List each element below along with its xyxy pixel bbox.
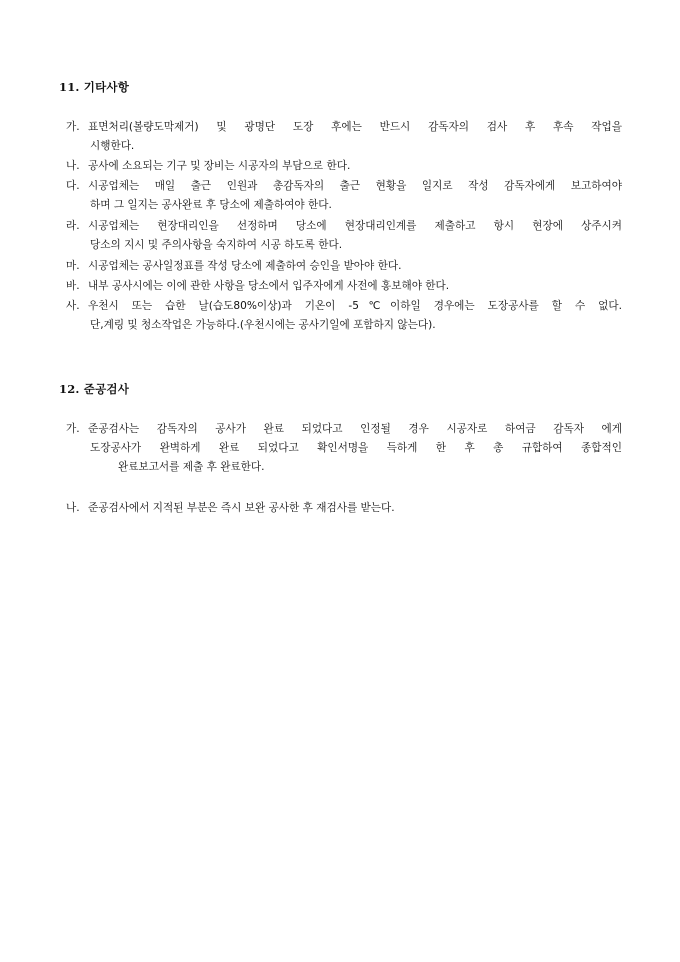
list-item	[66, 297, 622, 335]
item-text: 시공업체는 공사일정표를 작성 당소에 제출하여 승인을 받아야 한다.	[88, 260, 402, 272]
item-text: 준공검사에서 지적된 부분은 즉시 보완 공사한 후 재검사를 받는다.	[88, 502, 395, 514]
item-marker: 마.	[66, 260, 80, 272]
item-text: 공사에 소요되는 기구 및 장비는 시공자의 부담으로 한다.	[88, 160, 351, 172]
item-text-continued: 단,계링 및 청소작업은 가능하다.(우천시에는 공사기일에 포함하지 않는다).	[90, 319, 436, 331]
item-text: 준공검사는 감독자의 공사가 완료 되었다고 인정될 경우 시공자로 하여금 감독자 에게	[88, 423, 622, 435]
item-marker: 라.	[66, 220, 80, 232]
item-text: 시공업체는 현장대리인을 선정하며 당소에 현장대리인계를 제출하고 항시 현장에 상주시켜	[88, 220, 622, 232]
list-item	[66, 257, 622, 276]
item-marker: 가.	[66, 121, 80, 133]
list-item	[66, 277, 622, 296]
item-text: 내부 공사시에는 이에 관한 사항을 당소에서 입주자에게 사전에 홍보해야 한다.	[88, 280, 450, 292]
item-marker: 바.	[66, 280, 80, 292]
item-text-continued: 도장공사가 완벽하게 완료 되었다고 확인서명을 득하게 한 후 총 규합하여 종합적인	[90, 442, 622, 454]
list-item	[66, 118, 622, 156]
item-text: 우천시 또는 습한 날(습도80%이상)과 기온이 -5℃이하일 경우에는 도장공사를 할 수 없다.	[88, 300, 622, 312]
section-title-misc: 11. 기타사항	[59, 80, 130, 94]
item-marker: 가.	[66, 423, 80, 435]
list-item	[66, 499, 622, 518]
item-marker: 나.	[66, 502, 80, 514]
list-item	[66, 177, 622, 215]
item-text-continued: 완료보고서를 제출 후 완료한다.	[118, 461, 265, 473]
item-marker: 나.	[66, 160, 80, 172]
item-text-continued: 하며 그 일지는 공사완료 후 당소에 제출하여야 한다.	[90, 199, 332, 211]
item-text: 시공업체는 매일 출근 인원과 총감독자의 출근 현황을 일지로 작성 감독자에게 보고하여야	[88, 180, 622, 192]
item-marker: 다.	[66, 180, 80, 192]
item-marker: 사.	[66, 300, 80, 312]
section-title-completion-inspection: 12. 준공검사	[59, 382, 130, 396]
list-item	[66, 420, 622, 477]
list-item	[66, 157, 622, 176]
item-text: 표면처리(볼량도막제거) 및 광명단 도장 후에는 반드시 감독자의 검사 후 후속 작업을	[88, 121, 622, 133]
list-item	[66, 217, 622, 255]
item-text-continued: 시행한다.	[90, 140, 135, 152]
item-text-continued: 당소의 지시 및 주의사항을 숙지하여 시공 하도록 한다.	[90, 239, 343, 251]
